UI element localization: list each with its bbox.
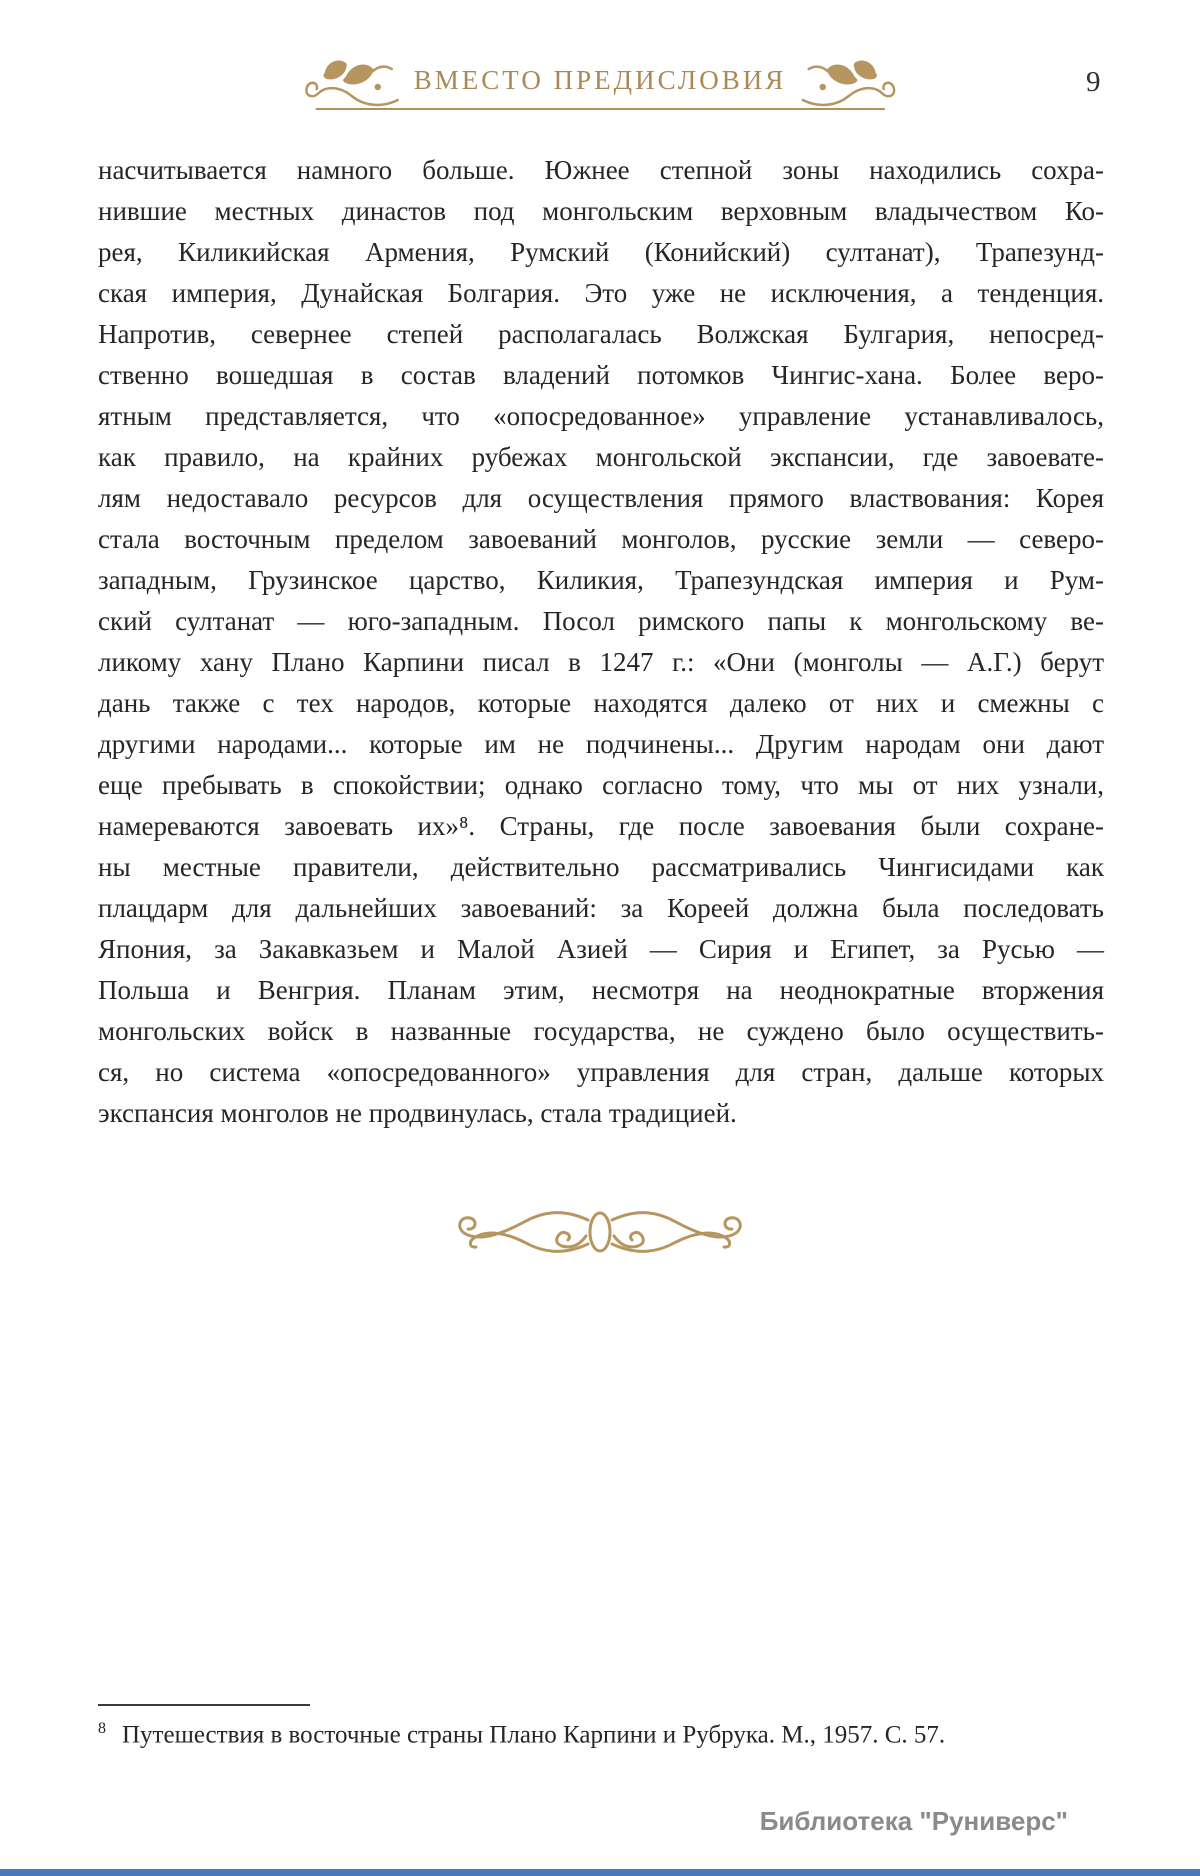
body-text-line: другими народами... которые им не подчинены... Другим народам они дают	[98, 729, 1104, 759]
body-text-line: экспансия монголов не продвинулась, стала традицией.	[98, 1098, 737, 1128]
footnote-text: Путешествия в восточные страны Плано Карпини и Рубрука. М., 1957. С. 57.	[122, 1721, 946, 1749]
body-text-line: монгольских войск в названные государства, не суждено было осуществить-	[98, 1016, 1104, 1046]
body-text-line: ственно вошедшая в состав владений потомков Чингис-хана. Более веро-	[98, 360, 1104, 390]
swirl-flourish-divider-icon	[450, 1206, 750, 1258]
body-text-line: ликому хану Плано Карпини писал в 1247 г.: «Они (монголы — А.Г.) берут	[98, 647, 1104, 677]
body-text-line: ская империя, Дунайская Болгария. Это уже не исключения, а тенденция.	[98, 278, 1104, 308]
body-text-line: ны местные правители, действительно рассматривались Чингисидами как	[98, 852, 1104, 882]
body-text-line: плацдарм для дальнейших завоеваний: за Кореей должна была последовать	[98, 893, 1104, 923]
body-text-line: еще пребывать в спокойствии; однако согласно тому, что мы от них узнали,	[98, 770, 1104, 800]
body-text-line: Напротив, севернее степей располагалась Волжская Булгария, непосред-	[98, 319, 1104, 349]
body-text-line: нившие местных династов под монгольским верховным владычеством Ко-	[98, 196, 1104, 226]
footnote	[98, 1720, 1104, 1749]
body-text-line: намереваются завоевать их»⁸. Страны, где после завоевания были сохране-	[98, 811, 1104, 841]
footer-bar	[0, 1869, 1200, 1876]
body-text-line: ятным представляется, что «опосредованное» управление устанавливалось,	[98, 401, 1104, 431]
body-text-line: дань также с тех народов, которые находятся далеко от них и смежны с	[98, 688, 1104, 718]
chapter-title: ВМЕСТО ПРЕДИСЛОВИЯ	[413, 64, 787, 95]
footnote-separator	[98, 1704, 310, 1706]
chapter-header	[302, 56, 899, 118]
body-text-line: как правило, на крайних рубежах монгольской экспансии, где завоевате-	[98, 442, 1104, 472]
body-text-line: Япония, за Закавказьем и Малой Азией — Сирия и Египет, за Русью —	[98, 934, 1104, 964]
body-text-line: ся, но система «опосредованного» управления для стран, дальше которых	[98, 1057, 1104, 1087]
footnote-marker: 8	[98, 1720, 106, 1737]
body-text-line: Польша и Венгрия. Планам этим, несмотря на неоднократные вторжения	[98, 975, 1104, 1005]
body-paragraph	[98, 150, 1104, 1134]
body-text-line: рея, Киликийская Армения, Румский (Конийский) султанат), Трапезунд-	[98, 237, 1104, 267]
vine-scroll-ornament-left-icon	[302, 56, 402, 112]
body-text-line: стала восточным пределом завоеваний монголов, русские земли — северо-	[98, 524, 1104, 554]
vine-scroll-ornament-right-icon	[798, 56, 898, 112]
body-text-line: насчитывается намного больше. Южнее степной зоны находились сохра-	[98, 155, 1104, 185]
library-watermark: Библиотека "Руниверс"	[759, 1806, 1068, 1836]
body-text-line: западным, Грузинское царство, Киликия, Трапезундская империя и Рум-	[98, 565, 1104, 595]
body-text-line: лям недоставало ресурсов для осуществления прямого властвования: Корея	[98, 483, 1104, 513]
page-number: 9	[1086, 66, 1101, 98]
body-text-line: ский султанат — юго-западным. Посол римского папы к монгольскому ве-	[98, 606, 1104, 636]
